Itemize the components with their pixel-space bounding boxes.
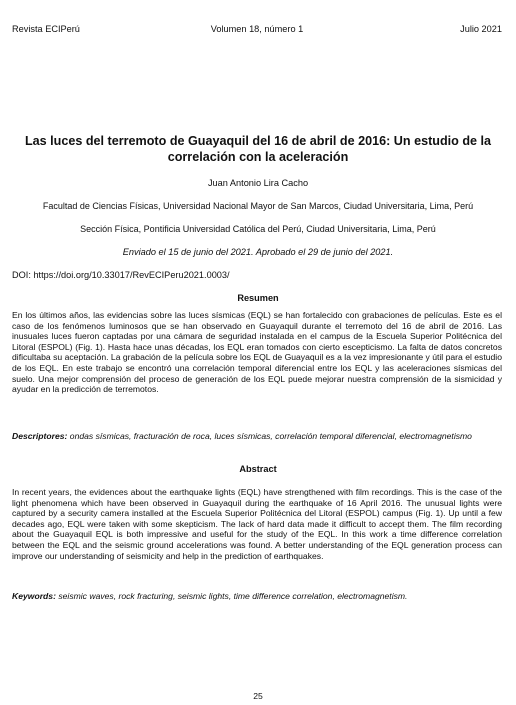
resumen-text: En los últimos años, las evidencias sobre las luces sísmicas (EQL) se han fortalecido con grabaciones de películas. Este es el caso de los fenómenos luminosos que se han observado en Guayaquil durante el terremoto del 16 de abril de 2016. Las inusuales luces fueron captadas por una cámara de seguridad instalada en el campus de la Escuela Superior Politécnica del Litoral (ESPOL) (Fig. 1). Hasta hace unas décadas, los EQL eran tomados con cierto escepticismo. La falta de datos concretos dificultaba su aceptación. La grabación de la película sobre los EQL de Guayaquil es a la vez impresionante y útil para el estudio de los EQL. En este trabajo se encontró una correlación temporal diferencial entre los EQL y las aceleraciones sísmicas del suelo. Una mejor comprensión del proceso de generación de los EQL puede mejorar nuestra comprensión de la sismicidad y ayudar en la predicción de terremotos. [12,310,502,395]
affiliation-2: Sección Física, Pontificia Universidad Católica del Perú, Ciudad Universitaria, Lima, Perú [80,224,436,234]
running-header [12,24,502,36]
abstract-text: In recent years, the evidences about the earthquake lights (EQL) have strengthened with film recordings. This is the case of the light phenomena which have been observed in Guayaquil during the earthquake of 16 April 2016. The unusual lights were captured by a security camera installed at the Escuela Superior Politécnica del Litoral (ESPOL) campus (Fig. 1). Up until a few decades ago, EQL were taken with some skepticism. The lack of hard data made it difficult to accept them. The film recording about the Guayaquil EQL is both impressive and useful for the study of the EQL. In this work a time difference correlation between the EQL and the seismic ground accelerations was found. A better understanding of the EQL generation process can improve our understanding of seismicity and help in the prediction of earthquakes. [12,487,502,561]
author-name: Juan Antonio Lira Cacho [207,178,309,188]
affiliation-1: Facultad de Ciencias Físicas, Universidad Nacional Mayor de San Marcos, Ciudad Universitaria, Lima, Perú [42,201,474,211]
keywords-text: seismic waves, rock fracturing, seismic lights, time difference correlation, electromagnetism. [58,591,408,601]
resumen-heading: Resumen [237,293,279,303]
doi-link[interactable]: DOI: https://doi.org/10.33017/RevECIPeru2021.0003/ [12,270,230,280]
issue-date: Julio 2021 [460,24,502,34]
volume-issue: Volumen 18, número 1 [210,24,304,34]
keywords [12,591,502,602]
descriptores-label: Descriptores: [12,431,68,441]
article-title: Las luces del terremoto de Guayaquil del 16 de abril de 2016: Un estudio de la correlación con la aceleración [24,134,492,164]
abstract-heading: Abstract [239,464,277,474]
page-number: 25 [253,691,263,701]
descriptores-text: ondas sísmicas, fracturación de roca, luces sísmicas, correlación temporal diferencial, electromagnetismo [69,431,472,441]
descriptores [12,431,502,442]
journal-name: Revista ECIPerú [12,24,80,34]
submission-dates: Enviado el 15 de junio del 2021. Aprobado el 29 de junio del 2021. [122,247,394,257]
keywords-label: Keywords: [12,591,56,601]
